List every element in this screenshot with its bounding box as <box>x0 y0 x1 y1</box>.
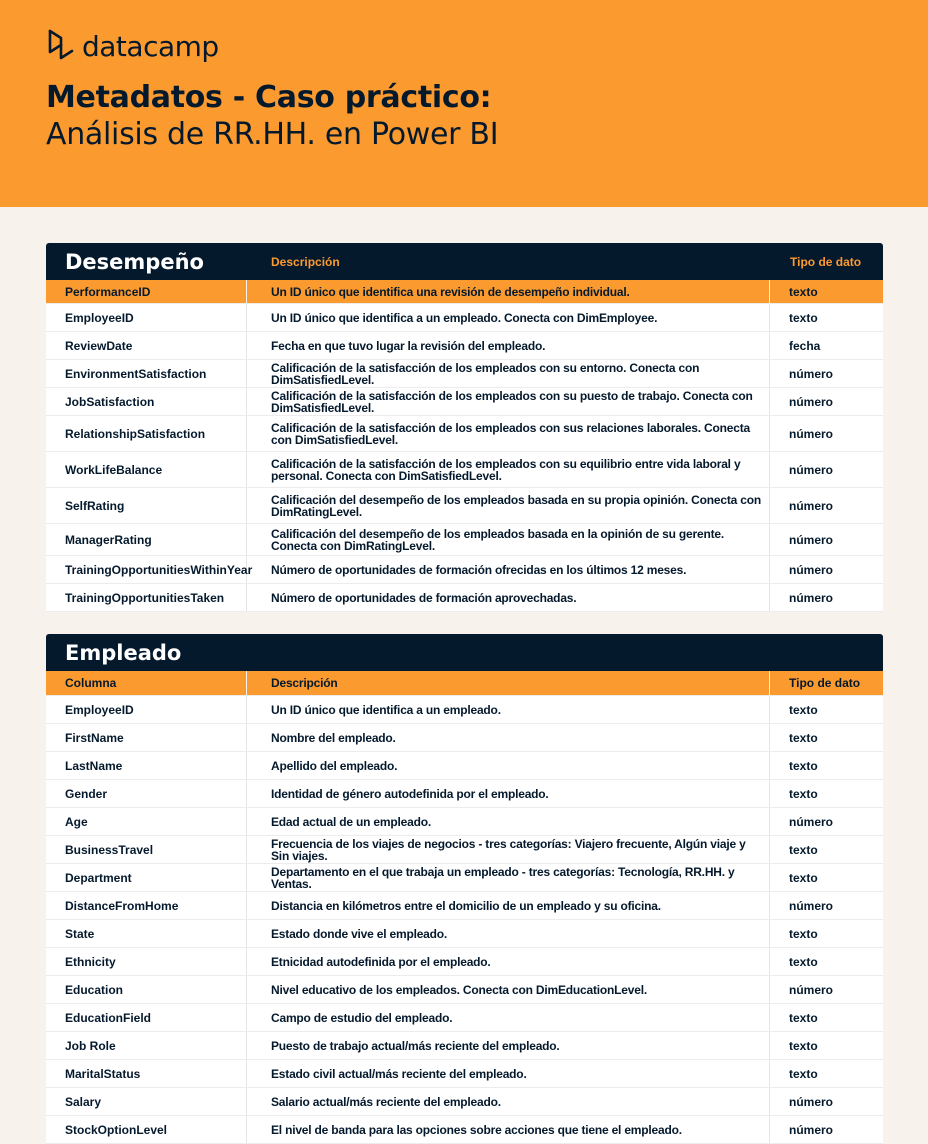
type-column-header: Tipo de dato <box>789 676 861 690</box>
description-cell: Nivel educativo de los empleados. Conecta con DimEducationLevel. <box>247 976 770 1003</box>
column-name-cell: ReviewDate <box>46 332 247 359</box>
description-cell: Departamento en el que trabaja un empleado - tres categorías: Tecnología, RR.HH. y Ventas. <box>247 864 770 891</box>
data-type-cell: número <box>789 366 834 381</box>
data-type-cell: texto <box>789 702 818 717</box>
page-title: Metadatos - Caso práctico: <box>46 80 492 115</box>
description-cell: Nombre del empleado. <box>247 724 770 751</box>
column-name-cell: JobSatisfaction <box>46 388 247 415</box>
column-name-cell: DistanceFromHome <box>46 892 247 919</box>
description-cell: Edad actual de un empleado. <box>247 808 770 835</box>
data-type-cell: texto <box>789 284 818 299</box>
page-header <box>0 0 928 207</box>
description-cell: Un ID único que identifica a un empleado. <box>247 696 770 723</box>
table-row <box>46 304 883 332</box>
data-type-cell: número <box>789 426 834 441</box>
column-name-cell: StockOptionLevel <box>46 1116 247 1143</box>
datacamp-logo-icon <box>46 28 76 64</box>
data-type-cell: número <box>789 590 834 605</box>
description-cell: Calificación de la satisfacción de los empleados con su puesto de trabajo. Conecta con DimSatisfiedLevel. <box>247 388 770 415</box>
description-cell: Calificación del desempeño de los empleados basada en su propia opinión. Conecta con DimRatingLevel. <box>247 488 770 523</box>
data-type-cell: número <box>789 462 834 477</box>
data-type-cell: texto <box>789 1038 818 1053</box>
table-row <box>46 1116 883 1144</box>
data-type-cell: número <box>789 394 834 409</box>
table-row <box>46 280 883 304</box>
table-row <box>46 416 883 452</box>
data-type-cell: texto <box>789 310 818 325</box>
table-empleado <box>46 634 883 1144</box>
table-row <box>46 584 883 612</box>
description-cell: Número de oportunidades de formación ofrecidas en los últimos 12 meses. <box>247 556 770 583</box>
column-name-cell: Department <box>46 864 247 891</box>
column-name-cell: EmployeeID <box>46 696 247 723</box>
table-row <box>46 1032 883 1060</box>
column-name-cell: EnvironmentSatisfaction <box>46 360 247 387</box>
description-cell: Un ID único que identifica a un empleado. Conecta con DimEmployee. <box>247 304 770 331</box>
table-row <box>46 1060 883 1088</box>
description-cell: Salario actual/más reciente del empleado. <box>247 1088 770 1115</box>
data-type-cell: texto <box>789 926 818 941</box>
column-name-cell: PerformanceID <box>46 280 247 303</box>
type-column-header: Tipo de dato <box>790 254 862 269</box>
description-cell: Calificación de la satisfacción de los empleados con sus relaciones laborales. Conecta con DimSatisfiedLevel. <box>247 416 770 451</box>
table-row <box>46 360 883 388</box>
description-cell: Frecuencia de los viajes de negocios - tres categorías: Viajero frecuente, Algún viaje y Sin viajes. <box>247 836 770 863</box>
column-name-cell: Age <box>46 808 247 835</box>
description-column-header: Descripción <box>247 671 770 695</box>
table-row <box>46 524 883 556</box>
column-name-cell: ManagerRating <box>46 524 247 555</box>
data-type-cell: texto <box>789 842 818 857</box>
column-name-cell: SelfRating <box>46 488 247 523</box>
description-cell: Puesto de trabajo actual/más reciente del empleado. <box>247 1032 770 1059</box>
description-cell: Calificación del desempeño de los empleados basada en la opinión de su gerente. Conecta con DimRatingLevel. <box>247 524 770 555</box>
column-name-cell: Gender <box>46 780 247 807</box>
table-row <box>46 836 883 864</box>
column-name-cell: EmployeeID <box>46 304 247 331</box>
table-title: Empleado <box>65 640 182 665</box>
description-cell: Calificación de la satisfacción de los empleados con su entorno. Conecta con DimSatisfiedLevel. <box>247 360 770 387</box>
description-cell: Campo de estudio del empleado. <box>247 1004 770 1031</box>
description-cell: Número de oportunidades de formación aprovechadas. <box>247 584 770 611</box>
table-row <box>46 452 883 488</box>
data-type-cell: fecha <box>789 338 821 353</box>
description-cell: Apellido del empleado. <box>247 752 770 779</box>
data-type-cell: número <box>789 1122 834 1137</box>
description-cell: Estado donde vive el empleado. <box>247 920 770 947</box>
description-cell: Calificación de la satisfacción de los empleados con su equilibrio entre vida laboral y personal. Conecta con DimSatisfiedLevel. <box>247 452 770 487</box>
column-name-cell: LastName <box>46 752 247 779</box>
data-type-cell: número <box>789 498 834 513</box>
description-cell: Fecha en que tuvo lugar la revisión del empleado. <box>247 332 770 359</box>
table-row <box>46 488 883 524</box>
data-type-cell: texto <box>789 870 818 885</box>
table-row <box>46 556 883 584</box>
column-name-cell: Ethnicity <box>46 948 247 975</box>
column-name-cell: MaritalStatus <box>46 1060 247 1087</box>
column-name-cell: TrainingOpportunitiesTaken <box>46 584 247 611</box>
data-type-cell: texto <box>789 786 818 801</box>
description-cell: Identidad de género autodefinida por el empleado. <box>247 780 770 807</box>
data-type-cell: texto <box>789 730 818 745</box>
table-body <box>46 280 883 612</box>
data-type-cell: número <box>789 982 834 997</box>
data-type-cell: número <box>789 1094 834 1109</box>
column-name-cell: EducationField <box>46 1004 247 1031</box>
data-type-cell: texto <box>789 1066 818 1081</box>
data-type-cell: texto <box>789 758 818 773</box>
data-type-cell: número <box>789 898 834 913</box>
column-header: Columna <box>46 671 247 695</box>
data-type-cell: texto <box>789 1010 818 1025</box>
table-row <box>46 724 883 752</box>
column-name-cell: Job Role <box>46 1032 247 1059</box>
table-row <box>46 948 883 976</box>
table-row <box>46 696 883 724</box>
description-cell: Estado civil actual/más reciente del empleado. <box>247 1060 770 1087</box>
column-name-cell: State <box>46 920 247 947</box>
column-name-cell: Education <box>46 976 247 1003</box>
table-row <box>46 752 883 780</box>
table-row <box>46 1088 883 1116</box>
table-header <box>46 243 883 280</box>
table-row <box>46 808 883 836</box>
table-body <box>46 696 883 1144</box>
table-row <box>46 892 883 920</box>
table-row <box>46 864 883 892</box>
column-name-cell: TrainingOpportunitiesWithinYear <box>46 556 247 583</box>
column-header-row <box>46 671 883 696</box>
description-cell: Un ID único que identifica una revisión de desempeño individual. <box>247 280 770 303</box>
column-name-cell: RelationshipSatisfaction <box>46 416 247 451</box>
table-row <box>46 780 883 808</box>
description-cell: Distancia en kilómetros entre el domicilio de un empleado y su oficina. <box>247 892 770 919</box>
table-desempeno <box>46 243 883 612</box>
data-type-cell: número <box>789 532 834 547</box>
data-type-cell: número <box>789 814 834 829</box>
table-row <box>46 976 883 1004</box>
table-row <box>46 388 883 416</box>
column-name-cell: WorkLifeBalance <box>46 452 247 487</box>
column-name-cell: FirstName <box>46 724 247 751</box>
data-type-cell: número <box>789 562 834 577</box>
data-type-cell: texto <box>789 954 818 969</box>
table-row <box>46 1004 883 1032</box>
page-subtitle: Análisis de RR.HH. en Power BI <box>46 117 499 152</box>
table-row <box>46 332 883 360</box>
table-title: Desempeño <box>65 249 204 274</box>
column-name-cell: Salary <box>46 1088 247 1115</box>
datacamp-logo[interactable] <box>46 28 219 64</box>
table-header <box>46 634 883 671</box>
logo-text: datacamp <box>82 29 219 63</box>
table-row <box>46 920 883 948</box>
description-cell: El nivel de banda para las opciones sobre acciones que tiene el empleado. <box>247 1116 770 1143</box>
description-column-header: Descripción <box>271 254 340 269</box>
description-cell: Etnicidad autodefinida por el empleado. <box>247 948 770 975</box>
column-name-cell: BusinessTravel <box>46 836 247 863</box>
